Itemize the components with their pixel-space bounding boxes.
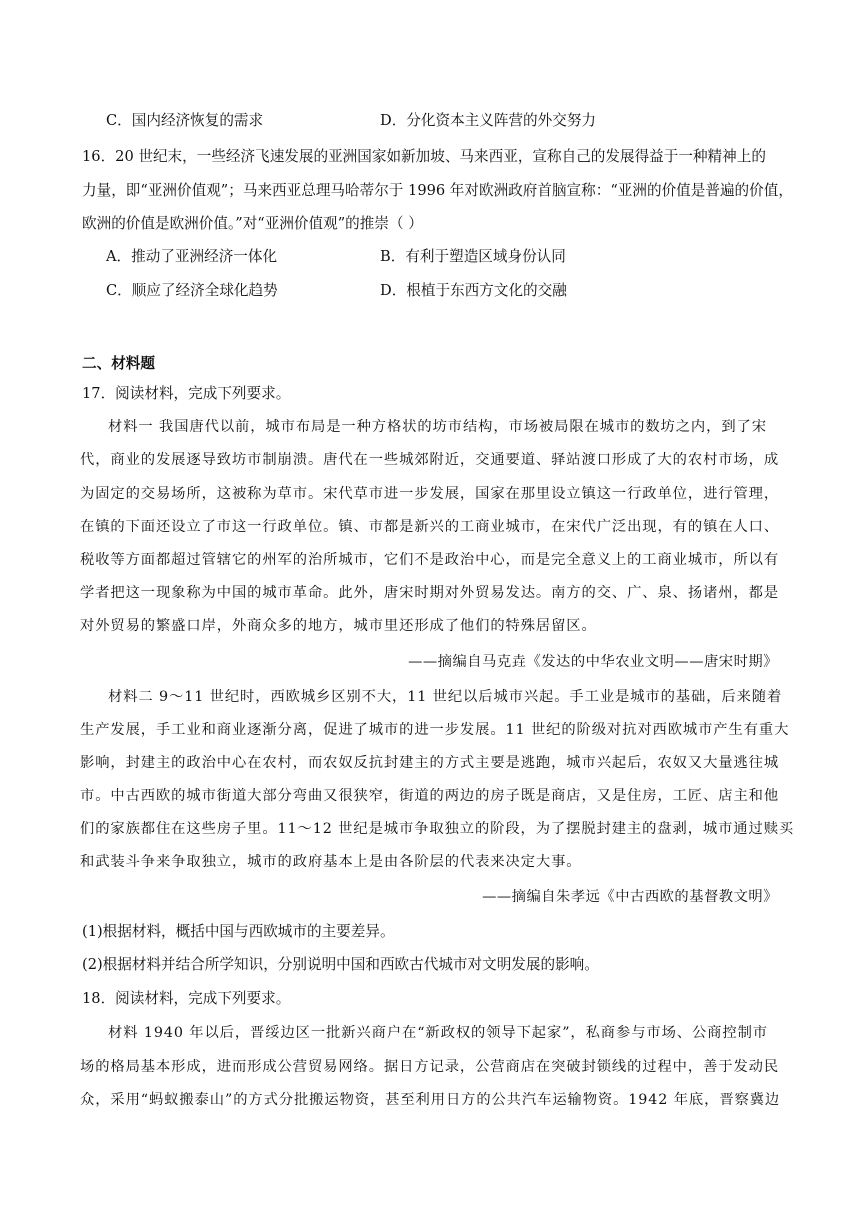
- q16-option-b: B．有利于塑造区域身份认同: [380, 248, 566, 265]
- q15-option-c: C．国内经济恢复的需求: [106, 112, 264, 129]
- q17-requirement-1: (1)根据材料，概括中国与西欧城市的主要差异。: [82, 923, 395, 940]
- q16-option-d: D．根植于东西方文化的交融: [380, 282, 567, 299]
- q16-stem-line-3: 欧洲的价值是欧洲价值。”对“亚洲价值观”的推崇（ ）: [82, 215, 423, 232]
- q16-option-a: A．推动了亚洲经济一体化: [106, 248, 278, 265]
- q17-material1-line: 在镇的下面还设立了市这一行政单位。镇、市都是新兴的工商业城市，在宋代广泛出现，有的镇在人口、: [80, 519, 780, 535]
- q17-stem: 17．阅读材料，完成下列要求。: [82, 385, 291, 402]
- q17-material1-line: 材料一 我国唐代以前，城市布局是一种方格状的坊市结构，市场被局限在城市的数坊之内，到了宋: [108, 419, 767, 435]
- q17-material2-line: 影响，封建主的政治中心在农村，而农奴反抗封建主的方式主要是逃跑，城市兴起后，农奴又大量逃往城: [80, 755, 780, 771]
- q17-material2-line: 生产发展，手工业和商业逐渐分离，促进了城市的进一步发展。11 世纪的阶级对抗对西欧城市产生有重大: [80, 722, 790, 738]
- q18-material-line: 众，采用“蚂蚁搬泰山”的方式分批搬运物资，甚至利用日方的公共汽车运输物资。1942 年底，晋察冀边: [80, 1092, 781, 1108]
- q16-stem-line-2: 力量，即“亚洲价值观”；马来西亚总理马哈蒂尔于 1996 年对欧洲政府首脑宣称：“亚洲的价值是普遍的价值，: [82, 182, 793, 199]
- q17-source1: ——摘编自马克垚《发达的中华农业文明——唐宋时期》: [408, 654, 778, 670]
- q17-requirement-2: (2)根据材料并结合所学知识，分别说明中国和西欧古代城市对文明发展的影响。: [82, 956, 599, 973]
- q17-material1-line: 学者把这一现象称为中国的城市革命。此外，唐宋时期对外贸易发达。南方的交、广、泉、扬诸州，都是: [80, 585, 780, 601]
- q16-option-c: C．顺应了经济全球化趋势: [106, 282, 278, 299]
- q17-material1-line: 对外贸易的繁盛口岸，外商众多的地方，城市里还形成了他们的特殊居留区。: [80, 618, 597, 634]
- q18-material-line: 场的格局基本形成，进而形成公营贸易网络。据日方记录，公营商店在突破封锁线的过程中，善于发动民: [80, 1059, 780, 1075]
- q15-option-d: D．分化资本主义阵营的外交努力: [380, 112, 597, 129]
- q18-material-line: 材料 1940 年以后，晋绥边区一批新兴商户在“新政权的领导下起家”，私商参与市场、公商控制市: [108, 1025, 768, 1041]
- q17-material2-line: 和武装斗争来争取独立，城市的政府基本上是由各阶层的代表来决定大事。: [80, 854, 582, 870]
- q17-material2-line: 材料二 9～11 世纪时，西欧城乡区别不大，11 世纪以后城市兴起。手工业是城市的基础，后来随着: [108, 689, 783, 705]
- q17-source2: ——摘编自朱孝远《中古西欧的基督教文明》: [482, 889, 778, 905]
- q17-material1-line: 代，商业的发展逐导致坊市制崩溃。唐代在一些城郊附近，交通要道、驿站渡口形成了大的农村市场，成: [80, 452, 780, 468]
- q17-material2-line: 们的家族都住在这些房子里。11～12 世纪是城市争取独立的阶段，为了摆脱封建主的盘剥，城市通过赎买: [80, 821, 795, 837]
- q17-material1-line: 为固定的交易场所，这被称为草市。宋代草市进一步发展，国家在那里设立镇这一行政单位，进行管理，: [80, 486, 780, 502]
- q17-material2-line: 市。中古西欧的城市街道大部分弯曲又很狭窄，街道的两边的房子既是商店，又是住房，工匠、店主和他: [80, 788, 780, 804]
- q16-stem-line-1: 16．20 世纪末，一些经济飞速发展的亚洲国家如新加坡、马来西亚，宣称自己的发展得益于一种精神上的: [82, 148, 766, 165]
- q18-stem: 18．阅读材料，完成下列要求。: [82, 990, 291, 1007]
- q17-material1-line: 税收等方面都超过管辖它的州军的治所城市，它们不是政治中心，而是完全意义上的工商业城市，所以有: [80, 552, 780, 568]
- section-title: 二、材料题: [82, 355, 155, 372]
